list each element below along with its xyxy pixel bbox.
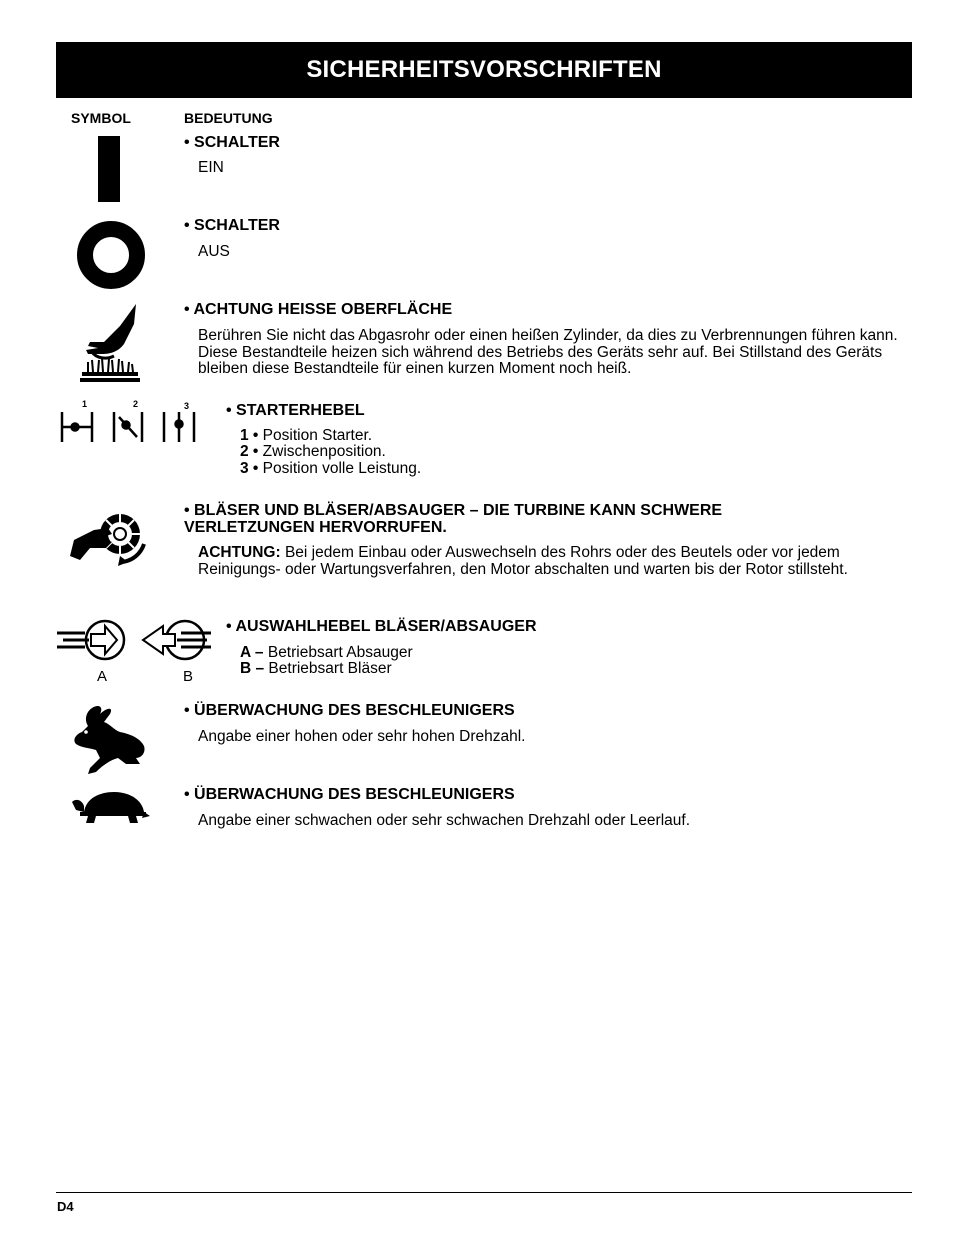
- hot-surface-title: • ACHTUNG HEISSE OBERFLÄCHE: [184, 301, 453, 318]
- turbine-text: ACHTUNG: Bei jedem Einbau oder Auswechseln des Rohrs oder des Beutels oder vor jedem Reinigungs- oder Wartungsverfahren, den Motor abschalten und warten bis der Rotor stillsteht.: [198, 544, 848, 578]
- slow-text: Angabe einer schwachen oder sehr schwachen Drehzahl oder Leerlauf.: [198, 812, 690, 829]
- fast-text: Angabe einer hohen oder sehr hohen Drehzahl.: [198, 728, 526, 745]
- selector-line-a: A – Betriebsart Absauger: [240, 644, 413, 661]
- choke-lever-positions-icon: [58, 408, 203, 446]
- page-number: D4: [57, 1199, 74, 1214]
- turtle-icon: [70, 790, 152, 826]
- choke-title: • STARTERHEBEL: [226, 402, 365, 419]
- switch-on-icon: [94, 136, 126, 204]
- selector-title: • AUSWAHLHEBEL BLÄSER/ABSAUGER: [226, 618, 537, 635]
- hot-surface-text: Berühren Sie nicht das Abgasrohr oder einen heißen Zylinder, da dies zu Verbrennungen führen kann. Diese Bestandteile heizen sich während des Betriebs des Geräts sehr auf. Bei Stillstand des Geräts bleiben diese Bestandteile für einen kurzen Moment noch heiß.: [198, 327, 898, 377]
- switch-on-text: EIN: [198, 159, 224, 176]
- switch-off-icon: [76, 218, 148, 292]
- choke-icon-number-3: 3: [184, 401, 190, 411]
- selector-icon-label-a: A: [97, 668, 108, 685]
- column-header-symbol: SYMBOL: [71, 110, 131, 126]
- hot-surface-hand-icon: [80, 302, 142, 384]
- choke-line-2: 2 • Zwischenposition.: [240, 443, 386, 460]
- slow-title: • ÜBERWACHUNG DES BESCHLEUNIGERS: [184, 786, 515, 803]
- choke-line-1: 1 • Position Starter.: [240, 427, 373, 444]
- switch-on-title: • SCHALTER: [184, 134, 280, 151]
- choke-icon-number-2: 2: [133, 399, 139, 409]
- selector-line-b: B – Betriebsart Bläser: [240, 660, 392, 677]
- column-header-meaning: BEDEUTUNG: [184, 110, 273, 126]
- turbine-title: • BLÄSER UND BLÄSER/ABSAUGER – DIE TURBINE KANN SCHWERE VERLETZUNGEN HERVORRUFEN.: [184, 502, 723, 536]
- selector-icon-label-b: B: [183, 668, 194, 685]
- section-header: [56, 42, 912, 98]
- choke-line-3: 3 • Position volle Leistung.: [240, 460, 422, 477]
- page-title: SICHERHEITSVORSCHRIFTEN: [306, 56, 662, 83]
- choke-icon-number-1: 1: [82, 399, 88, 409]
- rabbit-icon: [70, 702, 150, 778]
- switch-off-text: AUS: [198, 243, 230, 260]
- fast-title: • ÜBERWACHUNG DES BESCHLEUNIGERS: [184, 702, 515, 719]
- turbine-hand-hazard-icon: [68, 504, 154, 568]
- footer-divider: [56, 1192, 912, 1193]
- blower-vacuum-selector-icon: [55, 616, 215, 664]
- switch-off-title: • SCHALTER: [184, 217, 280, 234]
